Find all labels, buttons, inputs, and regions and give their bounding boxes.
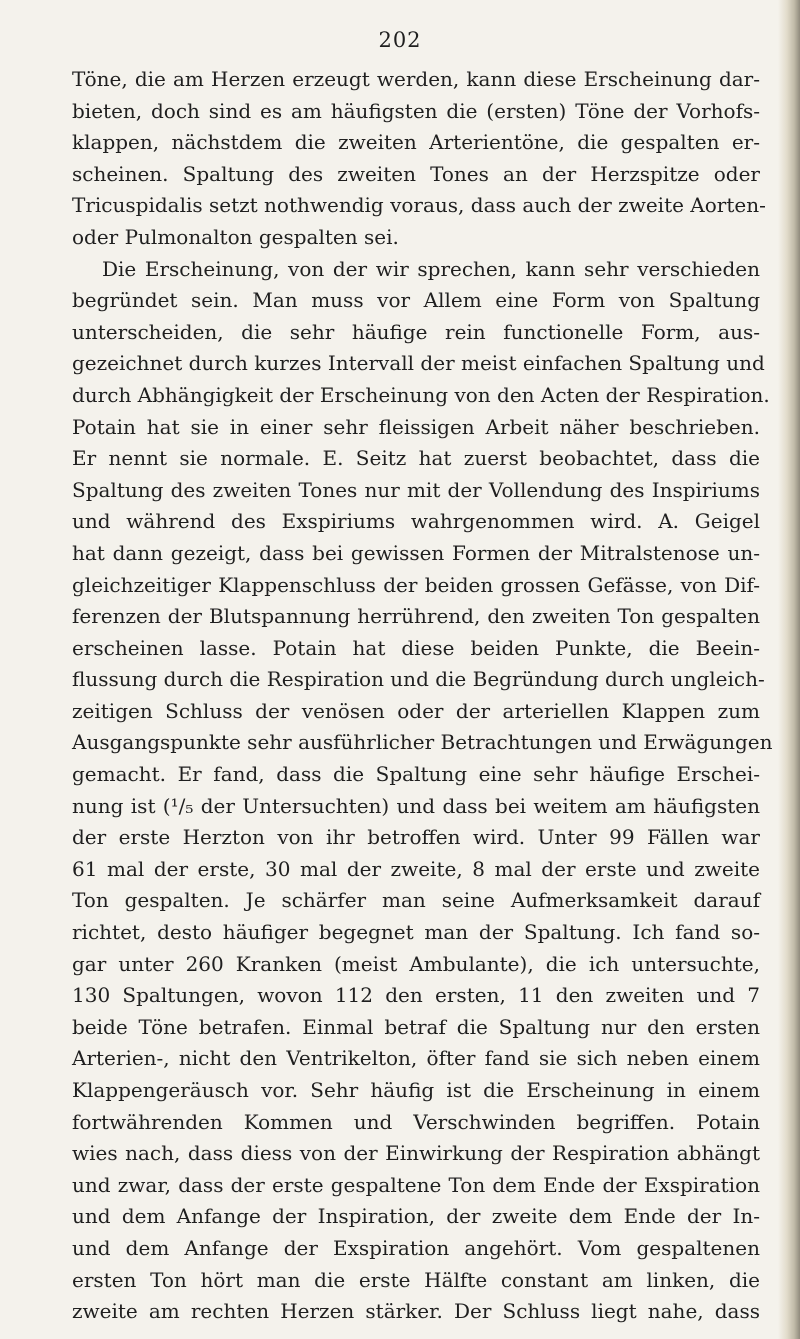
text-line: Arterien-, nicht den Ventrikelton, öfter fand sie sich neben einem: [72, 1046, 760, 1071]
text-line: gezeichnet durch kurzes Intervall der meist einfachen Spaltung und: [72, 351, 765, 376]
text-line: zeitigen Schluss der venösen oder der arteriellen Klappen zum: [72, 698, 760, 723]
body-text: [72, 64, 773, 1328]
text-line: oder Pulmonalton gespalten sei.: [72, 224, 399, 249]
text-line: und zwar, dass der erste gespaltene Ton dem Ende der Exspiration: [72, 1172, 760, 1197]
text-line: klappen, nächstdem die zweiten Arterientöne, die gespalten er-: [72, 130, 760, 155]
text-line: Spaltung des zweiten Tones nur mit der Vollendung des Inspiriums: [72, 477, 760, 502]
text-line: Ton gespalten. Je schärfer man seine Aufmerksamkeit darauf: [72, 888, 760, 913]
text-line: Potain hat sie in einer sehr fleissigen Arbeit näher beschrieben.: [72, 414, 760, 439]
text-line: 61 mal der erste, 30 mal der zweite, 8 mal der erste und zweite: [72, 856, 760, 881]
text-line: der erste Herzton von ihr betroffen wird. Unter 99 Fällen war: [72, 825, 760, 850]
text-line: flussung durch die Respiration und die Begründung durch ungleich-: [72, 667, 765, 692]
text-line: und dem Anfange der Exspiration angehört. Vom gespaltenen: [72, 1235, 760, 1260]
text-line: nung ist (¹/₅ der Untersuchten) und dass bei weitem am häufigsten: [72, 793, 760, 818]
text-line: durch Abhängigkeit der Erscheinung von den Acten der Respiration.: [72, 382, 770, 407]
text-line: unterscheiden, die sehr häufige rein functionelle Form, aus-: [72, 319, 760, 344]
text-line: bieten, doch sind es am häufigsten die (ersten) Töne der Vorhofs-: [72, 98, 760, 123]
text-line: zweite am rechten Herzen stärker. Der Schluss liegt nahe, dass: [72, 1299, 760, 1324]
text-line: gar unter 260 Kranken (meist Ambulante), die ich untersuchte,: [72, 951, 760, 976]
text-line: ersten Ton hört man die erste Hälfte constant am linken, die: [72, 1267, 760, 1292]
text-line: Die Erscheinung, von der wir sprechen, kann sehr verschieden: [102, 256, 760, 281]
text-line: und während des Exspiriums wahrgenommen wird. A. Geigel: [72, 509, 760, 534]
text-line: Er nennt sie normale. E. Seitz hat zuerst beobachtet, dass die: [72, 446, 760, 471]
text-line: hat dann gezeigt, dass bei gewissen Formen der Mitralstenose un-: [72, 540, 760, 565]
text-line: gemacht. Er fand, dass die Spaltung eine sehr häufige Erschei-: [72, 762, 760, 787]
text-line: und dem Anfange der Inspiration, der zweite dem Ende der In-: [72, 1204, 760, 1229]
text-line: erscheinen lasse. Potain hat diese beiden Punkte, die Beein-: [72, 635, 760, 660]
text-line: begründet sein. Man muss vor Allem eine Form von Spaltung: [72, 288, 760, 313]
text-line: ferenzen der Blutspannung herrührend, den zweiten Ton gespalten: [72, 604, 760, 629]
text-line: Tricuspidalis setzt nothwendig voraus, dass auch der zweite Aorten-: [72, 193, 766, 218]
text-line: Töne, die am Herzen erzeugt werden, kann diese Erscheinung dar-: [72, 67, 760, 91]
text-line: wies nach, dass diess von der Einwirkung der Respiration abhängt: [72, 1141, 760, 1166]
text-line: fortwährenden Kommen und Verschwinden begriffen. Potain: [72, 1109, 760, 1134]
text-line: Ausgangspunkte sehr ausführlicher Betrachtungen und Erwägungen: [72, 730, 773, 755]
text-line: gleichzeitiger Klappenschluss der beiden grossen Gefässe, von Dif-: [72, 572, 760, 597]
text-line: Klappengeräusch vor. Sehr häufig ist die Erscheinung in einem: [72, 1078, 760, 1102]
page-edge-shadow: [778, 0, 800, 1339]
text-line: beide Töne betrafen. Einmal betraf die Spaltung nur den ersten: [72, 1014, 760, 1039]
text-line: scheinen. Spaltung des zweiten Tones an der Herzspitze oder: [72, 161, 760, 186]
page-number: 202: [378, 28, 422, 52]
text-line: 130 Spaltungen, wovon 112 den ersten, 11 den zweiten und 7: [72, 983, 760, 1008]
text-line: richtet, desto häufiger begegnet man der Spaltung. Ich fand so-: [72, 920, 760, 945]
